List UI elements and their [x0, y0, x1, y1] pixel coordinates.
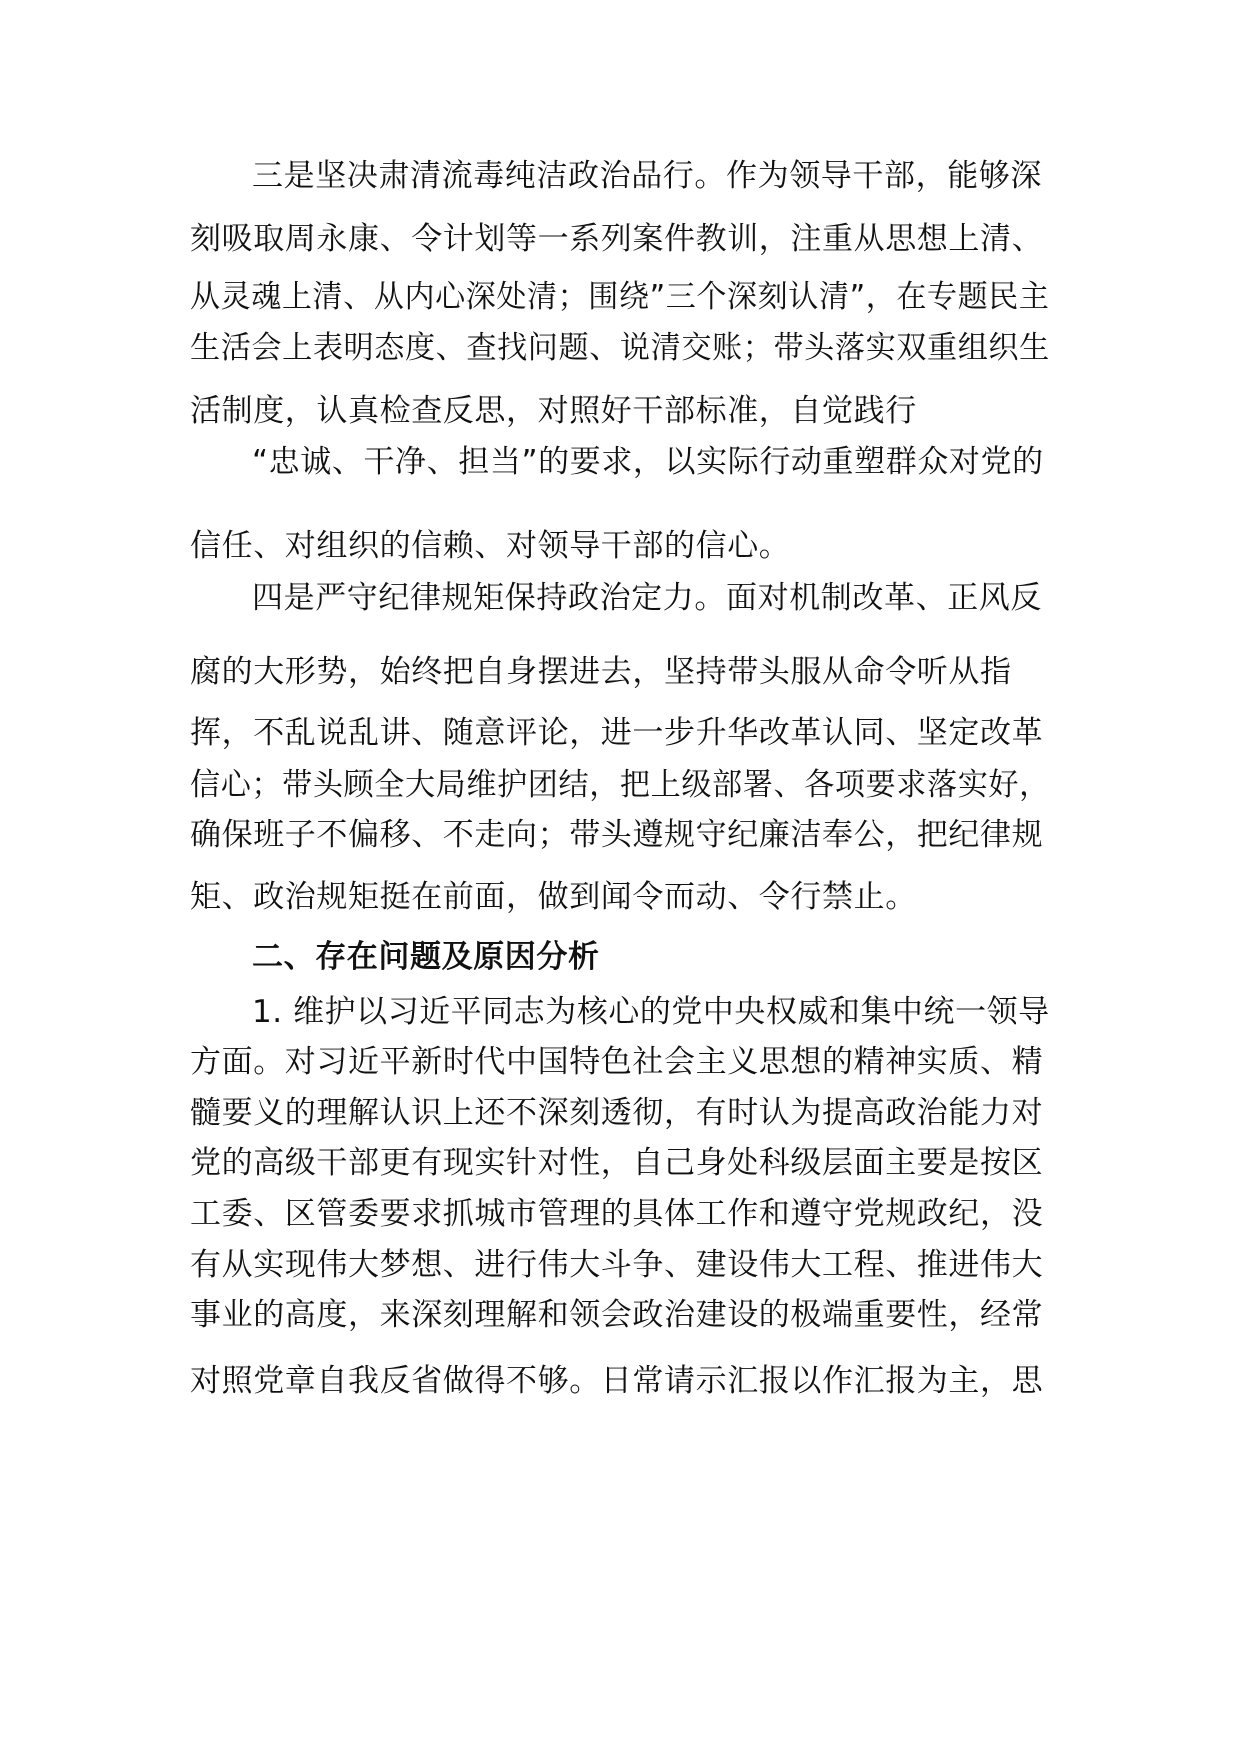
- text-line: 党的高级干部更有现实针对性，自己身处科级层面主要是按区: [190, 1145, 1044, 1181]
- text-line: 方面。对习近平新时代中国特色社会主义思想的精神实质、精: [190, 1044, 1044, 1080]
- text-line: 信心；带头顾全大局维护团结，把上级部署、各项要求落实好，: [190, 767, 1050, 803]
- text-line: 腐的大形势，始终把自身摆进去，坚持带头服从命令听从指: [190, 654, 1012, 690]
- text-line: 1. 维护以习近平同志为核心的党中央权威和集中统一领导: [252, 994, 1050, 1030]
- text-line: 挥，不乱说乱讲、随意评论，进一步升华改革认同、坚定改革: [190, 715, 1044, 751]
- text-line: 四是严守纪律规矩保持政治定力。面对机制改革、正风反: [252, 580, 1042, 616]
- section-heading: 二、存在问题及原因分析: [252, 939, 600, 975]
- text-line: 生活会上表明态度、查找问题、说清交账；带头落实双重组织生: [190, 330, 1050, 366]
- text-line: 确保班子不偏移、不走向；带头遵规守纪廉洁奉公，把纪律规: [190, 817, 1044, 853]
- text-line: 刻吸取周永康、令计划等一系列案件教训，注重从思想上清、: [190, 221, 1044, 257]
- text-line: 从灵魂上清、从内心深处清；围绕”三个深刻认清”，在专题民主: [190, 279, 1050, 315]
- text-line: 髓要义的理解认识上还不深刻透彻，有时认为提高政治能力对: [190, 1095, 1044, 1131]
- text-line: 三是坚决肃清流毒纯洁政治品行。作为领导干部，能够深: [252, 158, 1042, 194]
- text-line: “忠诚、干净、担当”的要求，以实际行动重塑群众对党的: [252, 444, 1044, 480]
- text-line: 事业的高度，来深刻理解和领会政治建设的极端重要性，经常: [190, 1297, 1044, 1333]
- text-line: 信任、对组织的信赖、对领导干部的信心。: [190, 528, 791, 564]
- text-line: 工委、区管委要求抓城市管理的具体工作和遵守党规政纪，没: [190, 1196, 1044, 1232]
- text-line: 矩、政治规矩挺在前面，做到闻令而动、令行禁止。: [190, 879, 917, 915]
- text-line: 对照党章自我反省做得不够。日常请示汇报以作汇报为主，思: [190, 1363, 1044, 1399]
- text-line: 活制度，认真检查反思，对照好干部标准，自觉践行: [190, 393, 917, 429]
- text-line: 有从实现伟大梦想、进行伟大斗争、建设伟大工程、推进伟大: [190, 1247, 1044, 1283]
